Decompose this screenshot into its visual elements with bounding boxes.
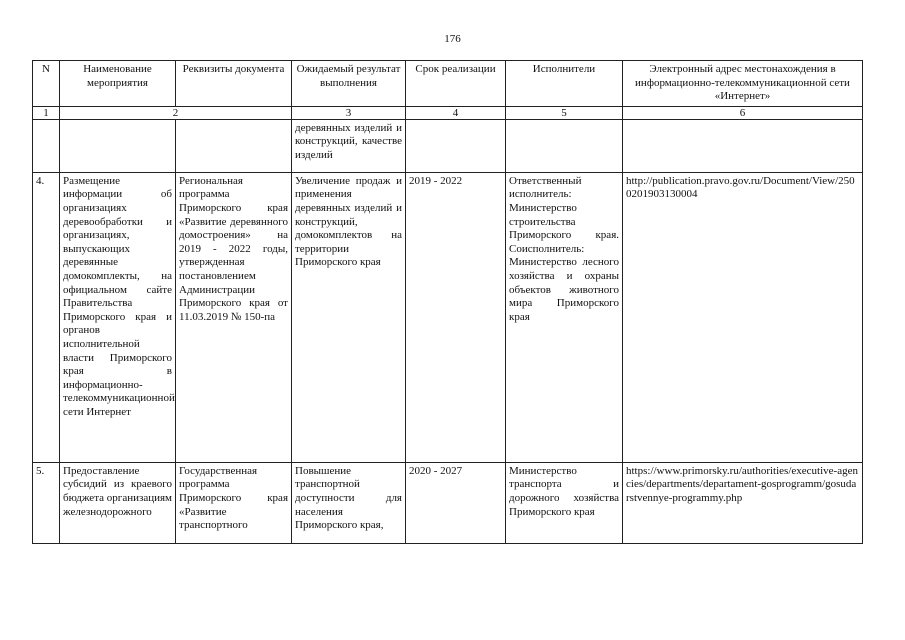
- cell-result: Повышение транспортной доступности для населения Приморского края,: [292, 462, 406, 543]
- cell-executors: Министерство транспорта и дорожного хозяйства Приморского края: [506, 462, 623, 543]
- header-url: Электронный адрес местонахождения в информационно-телекоммуникационной сети «Интернет»: [623, 61, 863, 107]
- cell-name: Размещение информации об организациях деревообработки и организациях, выпускающих деревянные домокомплекты, на официальном сайте Правительства Приморского края и органов исполнительной власти Приморского края в информационно-телекоммуникационной сети Интернет: [60, 172, 176, 462]
- measures-table: [32, 60, 863, 544]
- cell-executors: Ответственный исполнитель: Министерство строительства Приморского края. Соисполнитель: Министерство лесного хозяйства и охраны объектов животного мира Приморского края: [506, 172, 623, 462]
- cell-n: 5.: [33, 462, 60, 543]
- column-number: 2: [60, 106, 292, 119]
- header-term: Срок реализации: [406, 61, 506, 107]
- header-n: N: [33, 61, 60, 107]
- column-number: 4: [406, 106, 506, 119]
- header-executors: Исполнители: [506, 61, 623, 107]
- cell-document: Региональная программа Приморского края «Развитие деревянного домостроения» на 2019 - 2022 годы, утвержденная постановлением Администрации Приморского края от 11.03.2019 № 150-па: [176, 172, 292, 462]
- header-result: Ожидаемый результат выполнения: [292, 61, 406, 107]
- cell-url[interactable]: https://www.primorsky.ru/authorities/executive-agencies/departments/departament-gosprogramm/gosudarstvennye-programmy.php: [623, 462, 863, 543]
- header-name: Наименование мероприятия: [60, 61, 176, 107]
- table-row: [33, 462, 863, 543]
- cell-name: [60, 119, 176, 172]
- cell-term: 2020 - 2027: [406, 462, 506, 543]
- header-document: Реквизиты документа: [176, 61, 292, 107]
- cell-executors: [506, 119, 623, 172]
- cell-url: [623, 119, 863, 172]
- header-row: [33, 61, 863, 107]
- column-number-row: [33, 106, 863, 119]
- column-number: 5: [506, 106, 623, 119]
- page-number: 176: [444, 33, 461, 45]
- table-row: [33, 172, 863, 462]
- column-number: 6: [623, 106, 863, 119]
- cell-n: [33, 119, 60, 172]
- cell-url[interactable]: http://publication.pravo.gov.ru/Document/View/2500201903130004: [623, 172, 863, 462]
- column-number: 1: [33, 106, 60, 119]
- cell-result: деревянных изделий и конструкций, качестве изделий: [292, 119, 406, 172]
- cell-name: Предоставление субсидий из краевого бюджета организациям железнодорожного: [60, 462, 176, 543]
- table-row: [33, 119, 863, 172]
- cell-document: [176, 119, 292, 172]
- cell-result: Увеличение продаж и применения деревянных изделий и конструкций, домокомплектов на территории Приморского края: [292, 172, 406, 462]
- cell-document: Государственная программа Приморского края «Развитие транспортного: [176, 462, 292, 543]
- column-number: 3: [292, 106, 406, 119]
- cell-n: 4.: [33, 172, 60, 462]
- cell-term: [406, 119, 506, 172]
- cell-term: 2019 - 2022: [406, 172, 506, 462]
